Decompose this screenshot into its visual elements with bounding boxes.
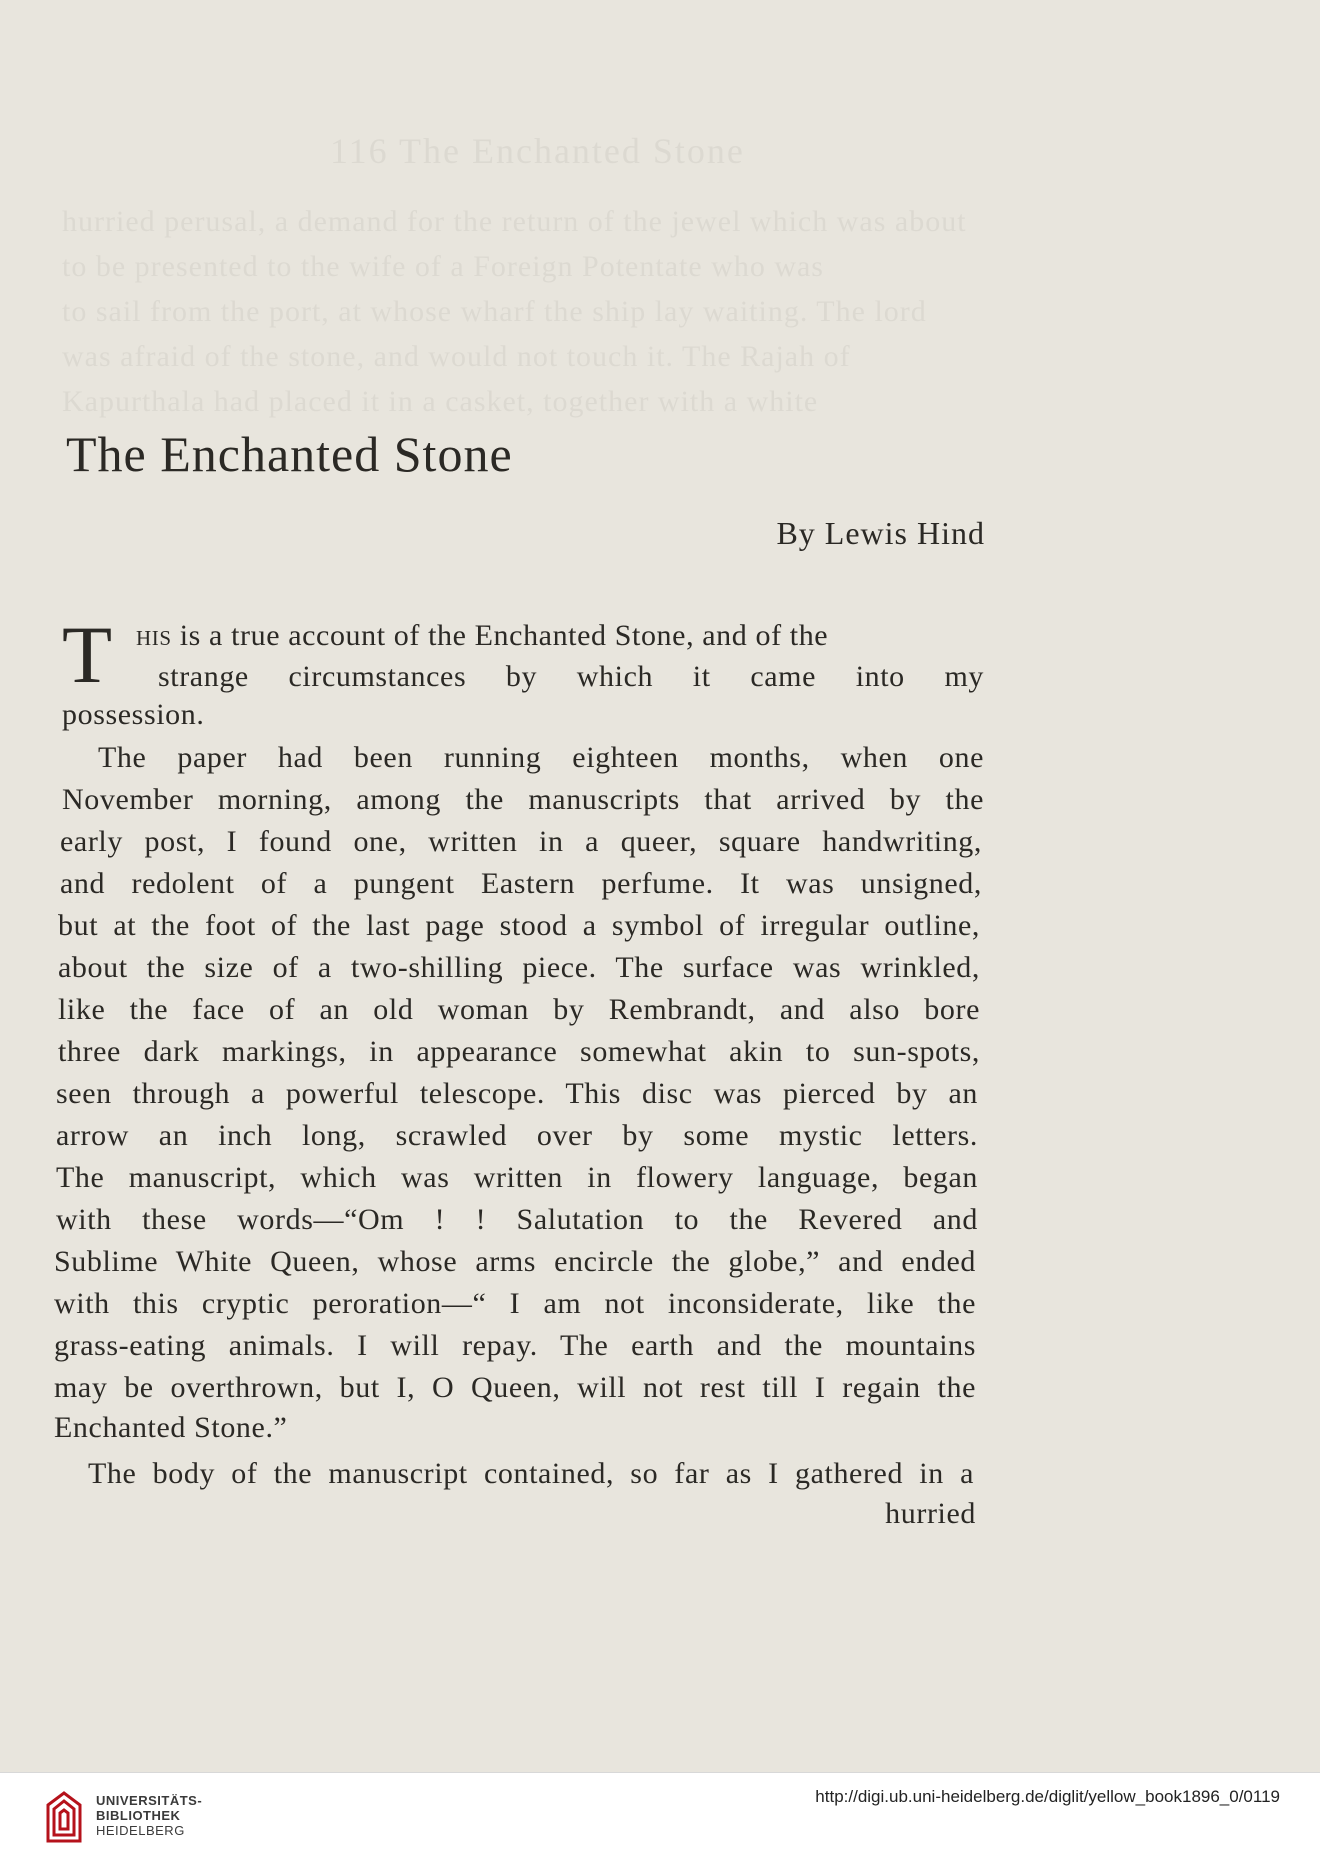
first-word-smallcaps: his: [136, 619, 172, 652]
source-url-link[interactable]: http://digi.ub.uni-heidelberg.de/diglit/yellow_book1896_0/0119: [815, 1787, 1280, 1806]
text-line: like the face of an old woman by Rembrandt, and also bore: [58, 993, 980, 1026]
text-line: with these words—“Om ! ! Salutation to the Revered and: [56, 1203, 978, 1236]
text-line: The manuscript, which was written in flowery language, began: [56, 1161, 978, 1194]
text-line: The paper had been running eighteen months, when one: [98, 741, 984, 774]
text-line: three dark markings, in appearance somewhat akin to sun-spots,: [58, 1035, 980, 1068]
show-through-text: to sail from the port, at whose wharf the ship lay waiting. The lord: [62, 295, 927, 328]
show-through-text: was afraid of the stone, and would not touch it. The Rajah of: [62, 340, 851, 373]
library-name: UNIVERSITÄTS- BIBLIOTHEK HEIDELBERG: [96, 1793, 203, 1838]
text-line: and redolent of a pungent Eastern perfume. It was unsigned,: [60, 867, 982, 900]
text-line: seen through a powerful telescope. This disc was pierced by an: [56, 1077, 978, 1110]
text-line: early post, I found one, written in a queer, square handwriting,: [60, 825, 982, 858]
author-byline: By Lewis Hind: [776, 515, 985, 551]
drop-cap: T: [62, 609, 113, 700]
text-line: possession.: [62, 698, 205, 731]
page-title: The Enchanted Stone: [66, 426, 513, 482]
show-through-text: to be presented to the wife of a Foreign Potentate who was: [62, 250, 824, 283]
text-line: The body of the manuscript contained, so far as I gathered in a: [88, 1457, 974, 1490]
show-through-header: 116 The Enchanted Stone: [330, 131, 745, 171]
text-line: arrow an inch long, scrawled over by some mystic letters.: [56, 1119, 978, 1152]
text-line: Sublime White Queen, whose arms encircle the globe,” and ended: [54, 1245, 976, 1278]
text-line: but at the foot of the last page stood a symbol of irregular outline,: [58, 909, 980, 942]
text-line: may be overthrown, but I, O Queen, will not rest till I regain the: [54, 1371, 976, 1404]
text-line: Enchanted Stone.”: [54, 1411, 288, 1444]
text-line: strange circumstances by which it came into my: [158, 660, 984, 693]
show-through-text: Kapurthala had placed it in a casket, together with a white: [62, 385, 819, 418]
text-line: about the size of a two-shilling piece. The surface was wrinkled,: [58, 951, 980, 984]
library-logo-icon: [44, 1787, 84, 1845]
show-through-text: hurried perusal, a demand for the return of the jewel which was about: [62, 205, 967, 238]
text-line: November morning, among the manuscripts that arrived by the: [62, 783, 984, 816]
text-line: with this cryptic peroration—“ I am not inconsiderate, like the: [54, 1287, 976, 1320]
text-line: grass-eating animals. I will repay. The earth and the mountains: [54, 1329, 976, 1362]
text-line: his is a true account of the Enchanted Stone, and of the: [136, 619, 829, 652]
catchword: hurried: [885, 1497, 976, 1530]
